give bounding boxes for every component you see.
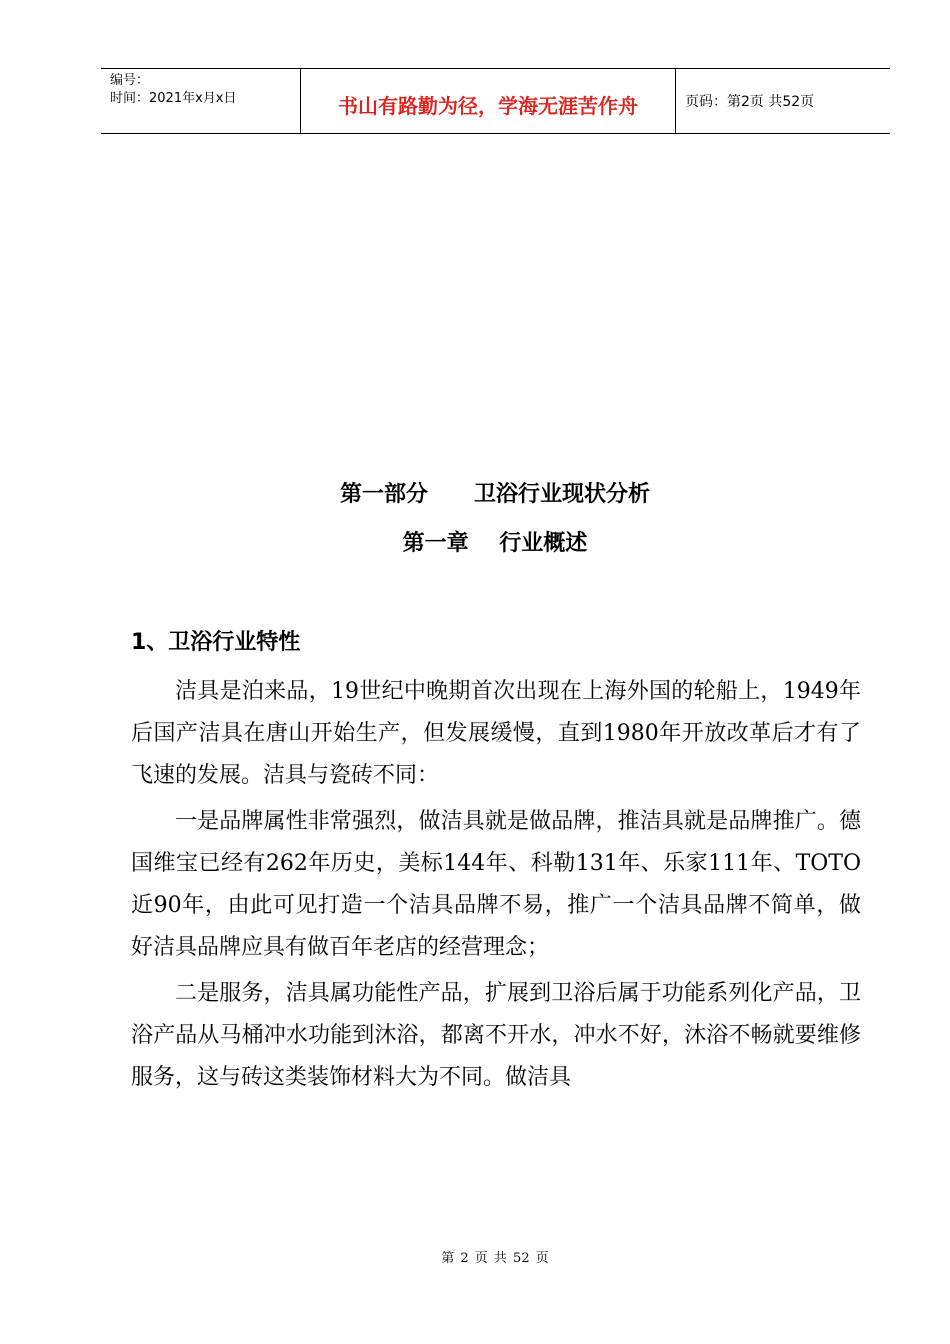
- page-header: [101, 68, 890, 134]
- header-motto: 书山有路勤为径，学海无涯苦作舟: [301, 69, 676, 133]
- paragraph-brand: 一是品牌属性非常强烈，做洁具就是做品牌，推洁具就是品牌推广。德国维宝已经有262年历史，美标144年、科勒131年、乐家111年、TOTO近90年，由此可见打造一个洁具品牌不易，推广一个洁具品牌不简单，做好洁具品牌应具有做百年老店的经营理念；: [131, 809, 861, 960]
- paragraph-service: 二是服务，洁具属功能性产品，扩展到卫浴后属于功能系列化产品，卫浴产品从马桶冲水功能到沐浴，都离不开水，冲水不好，沐浴不畅就要维修服务，这与砖这类装饰材料大为不同。做洁具: [131, 981, 861, 1090]
- section-heading: 1、卫浴行业特性: [131, 630, 301, 655]
- document-number-label: 编号：: [110, 73, 150, 88]
- document-time-label: 时间：2021年x月x日: [110, 91, 237, 106]
- header-meta: [101, 69, 301, 133]
- chapter-title: 第一章 行业概述: [402, 531, 588, 556]
- header-page-info: 页码：第2页 共52页: [685, 94, 815, 110]
- page-footer: 第 2 页 共 52 页: [441, 1251, 549, 1266]
- body-text: [131, 671, 861, 1103]
- part-title: 第一部分 卫浴行业现状分析: [340, 482, 650, 507]
- paragraph-intro: 洁具是泊来品，19世纪中晚期首次出现在上海外国的轮船上，1949年后国产洁具在唐山开始生产，但发展缓慢，直到1980年开放改革后才有了飞速的发展。洁具与瓷砖不同：: [131, 679, 861, 788]
